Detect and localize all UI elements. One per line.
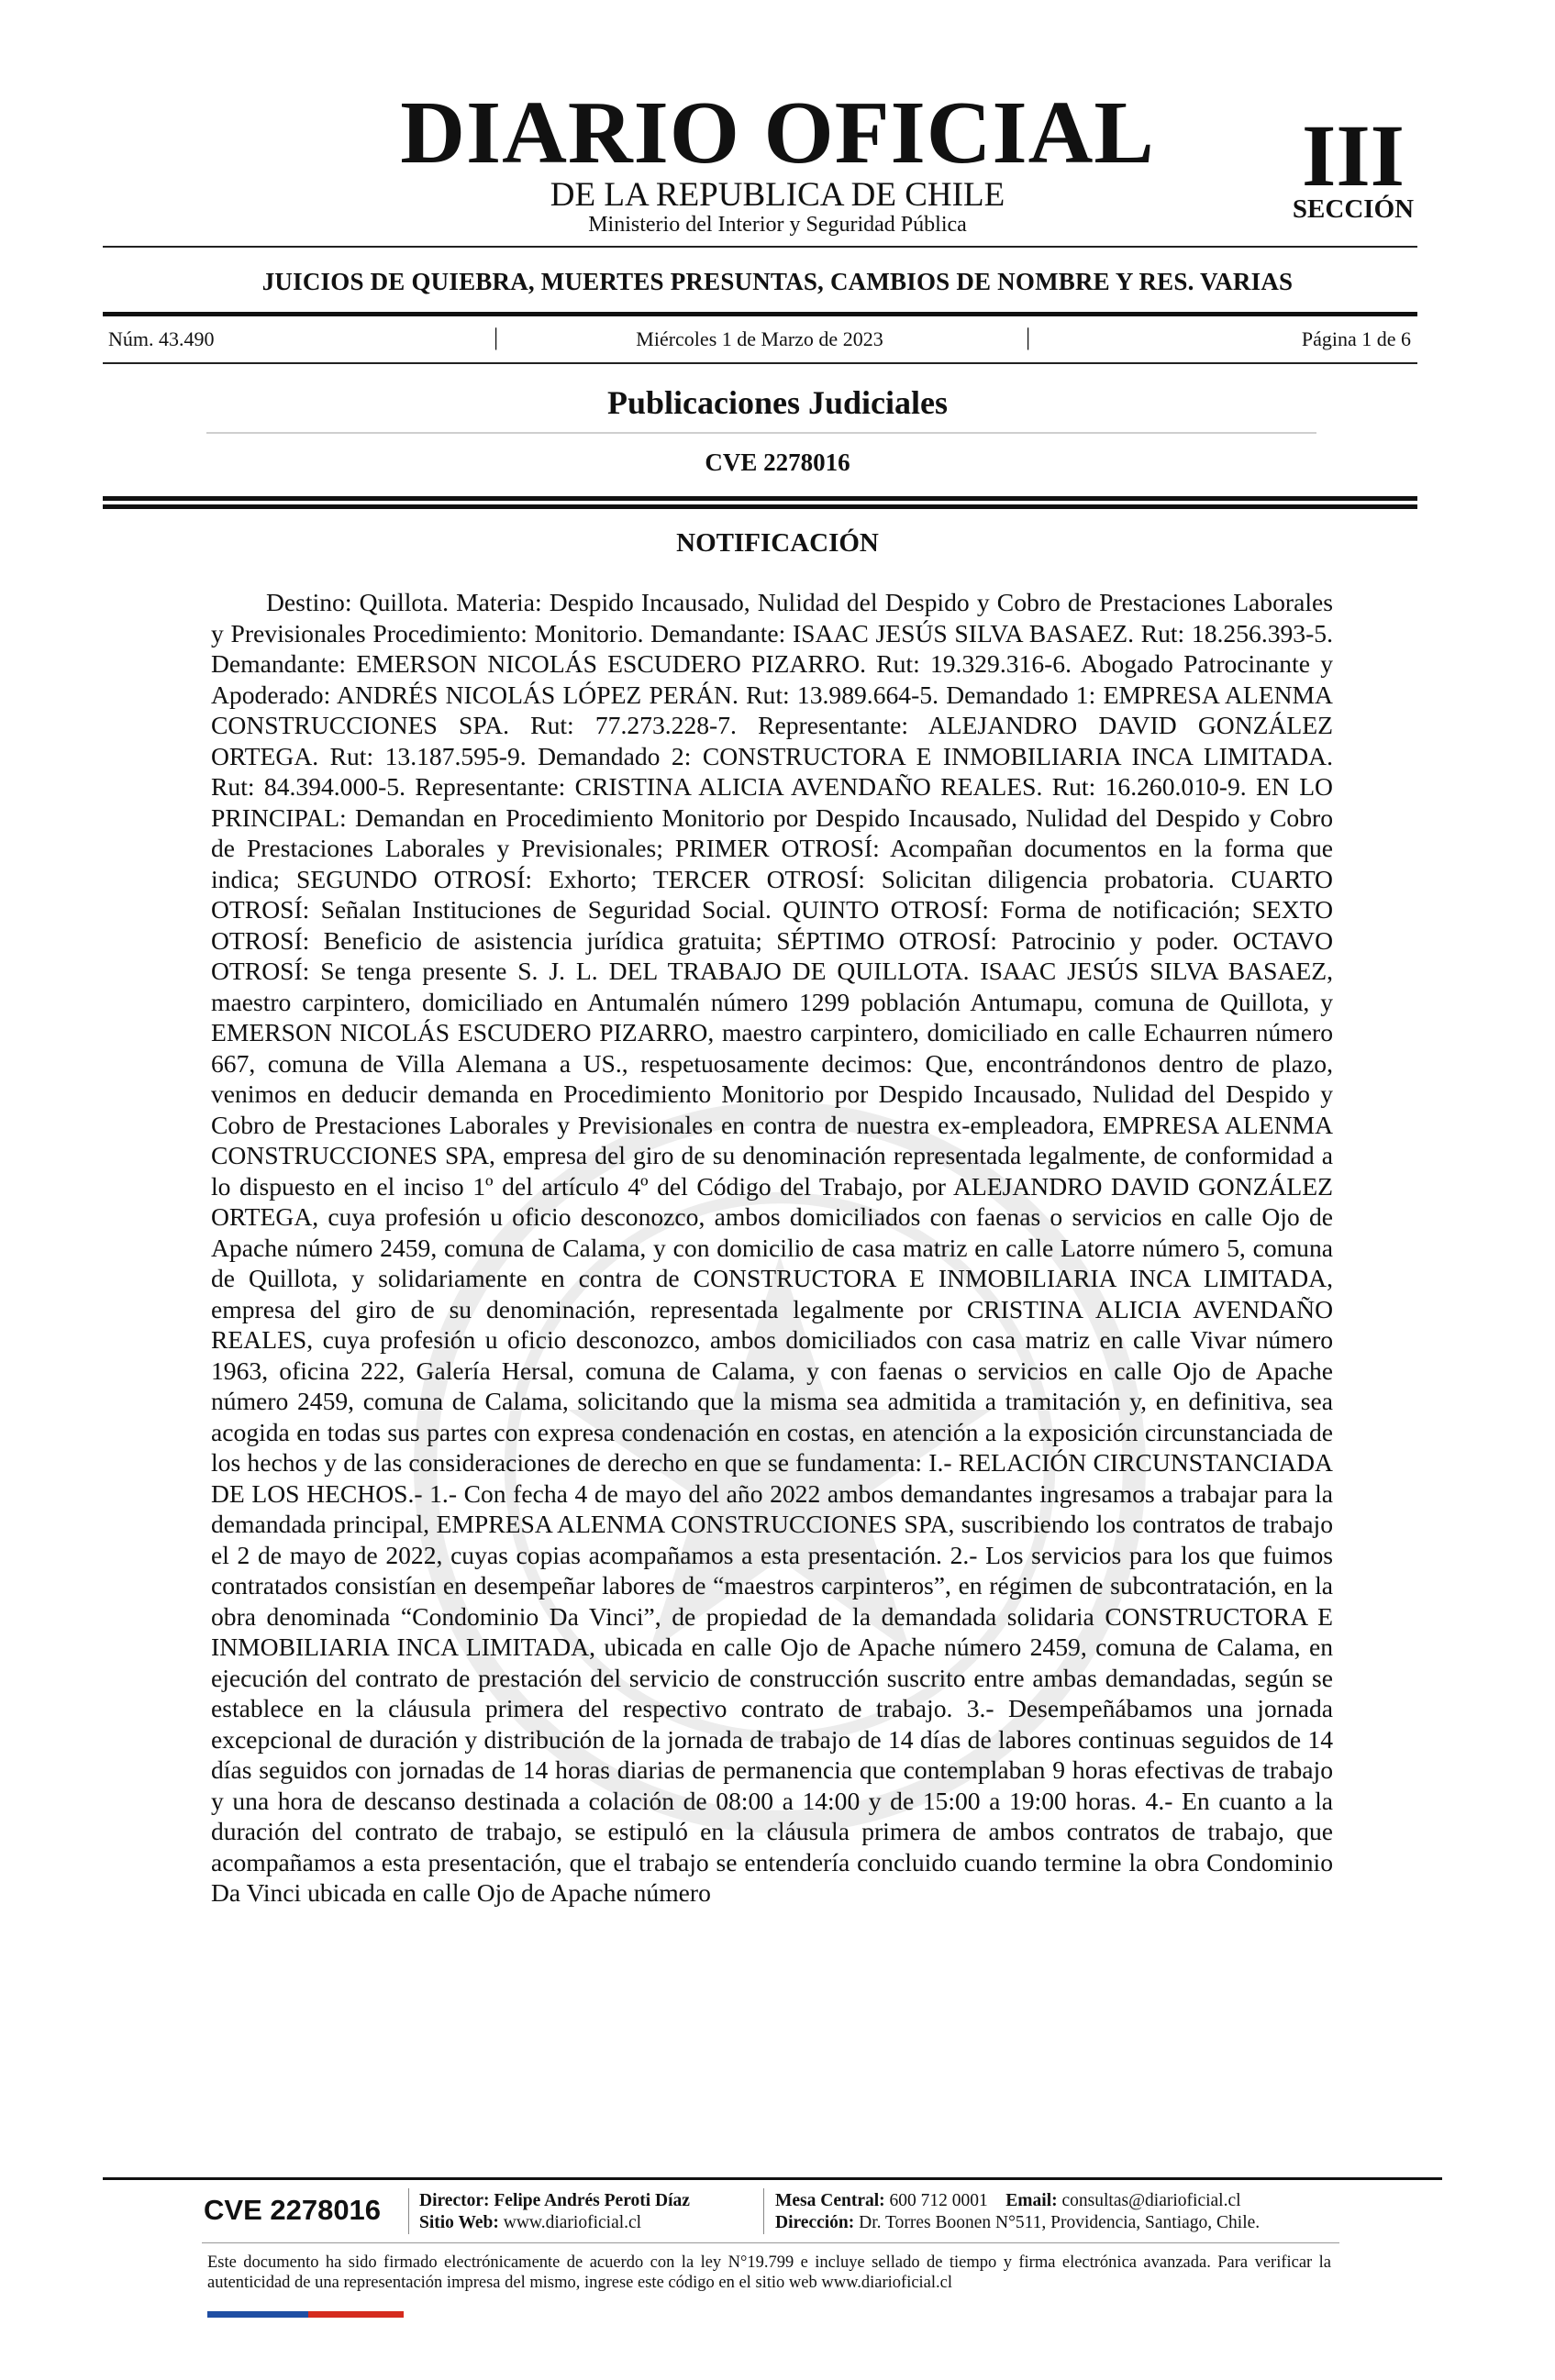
email-label: Email: [1005, 2191, 1058, 2210]
masthead-divider [103, 246, 1417, 248]
masthead-ministry: Ministerio del Interior y Seguridad Pública [588, 213, 967, 237]
phone-label: Mesa Central: [775, 2191, 885, 2210]
email-link[interactable]: consultas@diarioficial.cl [1061, 2191, 1241, 2210]
phone-number: 600 712 0001 [889, 2191, 988, 2210]
section-divider [103, 312, 1417, 316]
footer-divider [103, 2177, 1442, 2180]
website-label: Sitio Web: [419, 2213, 499, 2232]
issue-separator: | [1026, 324, 1031, 350]
issue-date: Miércoles 1 de Marzo de 2023 [636, 327, 883, 350]
footer-cve-code: CVE 2278016 [204, 2194, 382, 2226]
director-name: Felipe Andrés Peroti Díaz [494, 2191, 690, 2210]
footer-separator [763, 2188, 764, 2234]
flag-stripe-red [308, 2311, 404, 2318]
director-label: Director: [419, 2191, 490, 2210]
section-label: SECCIÓN [1292, 194, 1415, 224]
footer-contact-right [775, 2190, 1260, 2234]
address-text: Dr. Torres Boonen N°511, Providencia, Santiago, Chile. [859, 2213, 1261, 2232]
page-indicator: Página 1 de 6 [1301, 327, 1411, 350]
title-divider [206, 432, 1316, 434]
footer-inner-divider [202, 2242, 1339, 2243]
issue-number: Núm. 43.490 [108, 327, 215, 350]
footer-separator [408, 2188, 409, 2234]
flag-stripe-blue [207, 2311, 308, 2318]
cve-divider-bottom [103, 504, 1417, 509]
section-number: III [1301, 106, 1405, 205]
cve-divider-top [103, 496, 1417, 501]
notice-body: Destino: Quillota. Materia: Despido Incausado, Nulidad del Despido y Cobro de Prestaciones Laborales y Previsionales Procedimiento: Monitorio. Demandante: ISAAC JESÚS SILVA BASAEZ. Rut: 18.256.393-5. Demandante: EMERSON NICOLÁS ESCUDERO PIZARRO. Rut: 19.329.316-6. Abogado Patrocinante y Apoderado: ANDRÉS NICOLÁS LÓPEZ PERÁN. Rut: 13.989.664-5. Demandado 1: EMPRESA ALENMA CONSTRUCCIONES SPA. Rut: 77.273.228-7. Representante: ALEJANDRO DAVID GONZÁLEZ ORTEGA. Rut: 13.187.595-9. Demandado 2: CONSTRUCTORA E INMOBILIARIA INCA LIMITADA. Rut: 84.394.000-5. Representante: CRISTINA ALICIA AVENDAÑO REALES. Rut: 16.260.010-9. EN LO PRINCIPAL: Demandan en Procedimiento Monitorio por Despido Incausado, Nulidad del Despido y Cobro de Prestaciones Laborales y Previsionales; PRIMER OTROSÍ: Acompañan documentos en la forma que indica; SEGUNDO OTROSÍ: Exhorto; TERCER OTROSÍ: Solicitan diligencia probatoria. CUARTO OTROSÍ: Señalan Instituciones de Seguridad Social. QUINTO OTROSÍ: Forma de notificación; SEXTO OTROSÍ: Beneficio de asistencia jurídica gratuita; SÉPTIMO OTROSÍ: Patrocinio y poder. OCTAVO OTROSÍ: Se tenga presente S. J. L. DEL TRABAJO DE QUILLOTA. ISAAC JESÚS SILVA BASAEZ, maestro carpintero, domiciliado en Antumalén número 1299 población Antumapu, comuna de Quillota, y EMERSON NICOLÁS ESCUDERO PIZARRO, maestro carpintero, domiciliado en calle Echaurren número 667, comuna de Villa Alemana a US., respetuosamente decimos: Que, encontrándonos dentro de plazo, venimos en deducir demanda en Procedimiento Monitorio por Despido Incausado, Nulidad del Despido y Cobro de Prestaciones Laborales y Previsionales en contra de nuestra ex-empleadora, EMPRESA ALENMA CONSTRUCCIONES SPA, empresa del giro de su denominación representada legalmente, de conformidad a lo dispuesto en el inciso 1º del artículo 4º del Código del Trabajo, por ALEJANDRO DAVID GONZÁLEZ ORTEGA, cuya profesión u oficio desconozco, ambos domiciliados con faenas o servicios en calle Ojo de Apache número 2459, comuna de Calama, y con domicilio de casa matriz en calle Latorre número 5, comuna de Quillota, y solidariamente en contra de CONSTRUCTORA E INMOBILIARIA INCA LIMITADA, empresa del giro de su denominación, representada legalmente por CRISTINA ALICIA AVENDAÑO REALES, cuya profesión u oficio desconozco, ambos domiciliados con casa matriz en calle Vivar número 1963, oficina 222, Galería Hersal, comuna de Calama, y con faenas o servicios en calle Ojo de Apache número 2459, comuna de Calama, solicitando que la misma sea admitida a tramitación y, en definitiva, sea acogida en todas sus partes con expresa condenación en costas, en atención a la exposición circunstanciada de los hechos y de las consideraciones de derecho en que se fundamenta: I.- RELACIÓN CIRCUNSTANCIADA DE LOS HECHOS.- 1.- Con fecha 4 de mayo del año 2022 ambos demandantes ingresamos a trabajar para la demandada principal, EMPRESA ALENMA CONSTRUCCIONES SPA, suscribiendo los contratos de trabajo el 2 de mayo de 2022, cuyas copias acompañamos a esta presentación. 2.- Los servicios para los que fuimos contratados consistían en desempeñar labores de “maestros carpinteros”, en régimen de subcontratación, en la obra denominada “Condominio Da Vinci”, de propiedad de la demandada solidaria CONSTRUCTORA E INMOBILIARIA INCA LIMITADA, ubicada en calle Ojo de Apache número 2459, comuna de Calama, en ejecución del contrato de prestación del servicio de construcción suscrito entre ambas demandadas, según se establece en la cláusula primera del respectivo contrato de trabajo. 3.- Desempeñábamos una jornada excepcional de duración y distribución de la jornada de trabajo de 14 días de labores continuas seguidos de 14 días seguidos con jornadas de 14 horas diarias de permanencia que contemplaban 9 horas efectivas de trabajo y una hora de descanso destinada a colación de 08:00 a 14:00 y de 15:00 a 19:00 horas. 4.- En cuanto a la duración del contrato de trabajo, se estipuló en la cláusula primera de ambos contratos de trabajo, que acompañamos a esta presentación, que el trabajo se entendería concluido cuando termine la obra Condominio Da Vinci ubicada en calle Ojo de Apache número [211, 588, 1333, 1907]
footer-signature-note: Este documento ha sido firmado electrónicamente de acuerdo con la ley N°19.799 e incluye sellado de tiempo y firma electrónica avanzada. Para verificar la autenticidad de una representación impresa del mismo, ingrese este código en el sitio web www.diarioficial.cl [207, 2253, 1331, 2292]
masthead-title: DIARIO OFICIAL [400, 83, 1155, 183]
section-heading: JUICIOS DE QUIEBRA, MUERTES PRESUNTAS, CAMBIOS DE NOMBRE Y RES. VARIAS [261, 268, 1294, 295]
issue-separator: | [494, 324, 499, 350]
masthead-subtitle: DE LA REPUBLICA DE CHILE [550, 176, 1005, 214]
notice-title: NOTIFICACIÓN [676, 528, 879, 558]
publication-title: Publicaciones Judiciales [606, 384, 949, 421]
address-label: Dirección: [775, 2213, 855, 2232]
cve-code: CVE 2278016 [705, 448, 850, 476]
website-link[interactable]: www.diarioficial.cl [503, 2213, 642, 2232]
footer-contact-left [419, 2190, 690, 2234]
issue-divider [103, 362, 1417, 364]
